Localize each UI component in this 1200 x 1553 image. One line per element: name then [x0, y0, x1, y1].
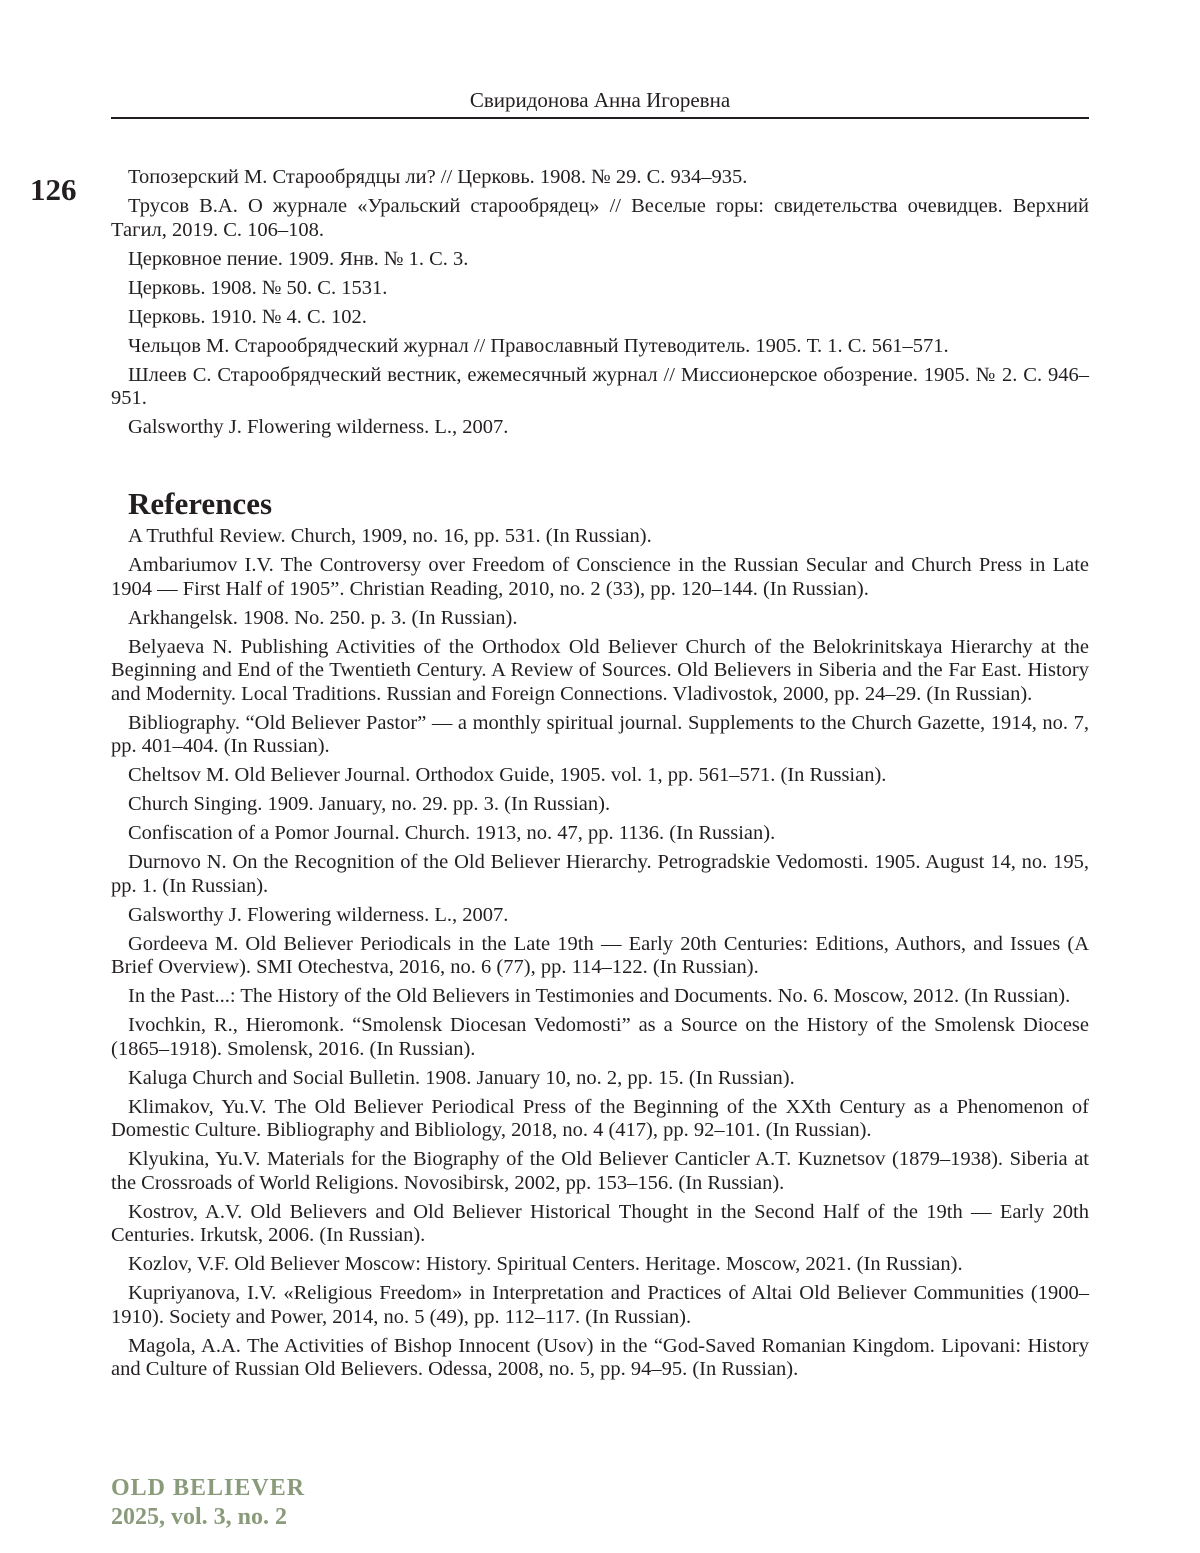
reference-entry: Церковное пение. 1909. Янв. № 1. С. 3. — [111, 248, 1089, 272]
reference-entry: Belyaeva N. Publishing Activities of the Orthodox Old Believer Church of the Belokrinitskaya Hierarchy at the Beginning and End of the Twentieth Century. A Review of Sources. Old Believers in Siberia and the Far East. History and Modernity. Local Traditions. Russian and Foreign Connections. Vladivostok, 2000, pp. 24–29. (In Russian). — [111, 636, 1089, 707]
reference-entry: Church Singing. 1909. January, no. 29. pp. 3. (In Russian). — [111, 793, 1089, 817]
reference-entry: A Truthful Review. Church, 1909, no. 16, pp. 531. (In Russian). — [111, 525, 1089, 549]
reference-entry: Kostrov, A.V. Old Believers and Old Believer Historical Thought in the Second Half of the 19th — Early 20th Centuries. Irkutsk, 2006. (In Russian). — [111, 1201, 1089, 1248]
reference-entry: Klimakov, Yu.V. The Old Believer Periodical Press of the Beginning of the XXth Century as a Phenomenon of Domestic Culture. Bibliography and Bibliology, 2018, no. 4 (417), pp. 92–101. (In Russian). — [111, 1096, 1089, 1143]
reference-entry: Чельцов М. Старообрядческий журнал // Православный Путеводитель. 1905. Т. 1. С. 561–571. — [111, 335, 1089, 359]
reference-entry: Magola, A.A. The Activities of Bishop Innocent (Usov) in the “God-Saved Romanian Kingdom. Lipovani: History and Culture of Russian Old Believers. Odessa, 2008, no. 5, pp. 94–95. (In Russian). — [111, 1335, 1089, 1382]
reference-entry: Kupriyanova, I.V. «Religious Freedom» in Interpretation and Practices of Altai Old Believer Communities (1900–1910). Society and Power, 2014, no. 5 (49), pp. 112–117. (In Russian). — [111, 1282, 1089, 1329]
reference-entry: Kaluga Church and Social Bulletin. 1908. January 10, no. 2, pp. 15. (In Russian). — [111, 1067, 1089, 1091]
reference-entry: Трусов В.А. О журнале «Уральский старообрядец» // Веселые горы: свидетельства очевидцев. Верхний Тагил, 2019. С. 106–108. — [111, 195, 1089, 242]
reference-entry: In the Past...: The History of the Old Believers in Testimonies and Documents. No. 6. Moscow, 2012. (In Russian). — [111, 985, 1089, 1009]
journal-footer — [111, 1474, 305, 1532]
reference-entry: Ambariumov I.V. The Controversy over Freedom of Conscience in the Russian Secular and Church Press in Late 1904 — First Half of 1905”. Christian Reading, 2010, no. 2 (33), pp. 120–144. (In Russian). — [111, 554, 1089, 601]
reference-entry: Kozlov, V.F. Old Believer Moscow: History. Spiritual Centers. Heritage. Moscow, 2021. (In Russian). — [111, 1253, 1089, 1277]
reference-entry: Confiscation of a Pomor Journal. Church. 1913, no. 47, pp. 1136. (In Russian). — [111, 822, 1089, 846]
reference-entry: Шлеев С. Старообрядческий вестник, ежемесячный журнал // Миссионерское обозрение. 1905. № 2. С. 946–951. — [111, 364, 1089, 411]
journal-name: OLD BELIEVER — [111, 1474, 305, 1503]
reference-entry: Cheltsov M. Old Believer Journal. Orthodox Guide, 1905. vol. 1, pp. 561–571. (In Russian). — [111, 764, 1089, 788]
references-heading: References — [128, 486, 272, 522]
reference-entry: Galsworthy J. Flowering wilderness. L., 2007. — [111, 416, 1089, 440]
reference-entry: Топозерский М. Старообрядцы ли? // Церковь. 1908. № 29. С. 934–935. — [111, 166, 1089, 190]
reference-entry: Gordeeva M. Old Believer Periodicals in the Late 19th — Early 20th Centuries: Editions, Authors, and Issues (A Brief Overview). SMI Otechestva, 2016, no. 6 (77), pp. 114–122. (In Russian). — [111, 933, 1089, 980]
running-header: Свиридонова Анна Игоревна — [111, 86, 1089, 114]
reference-entry: Церковь. 1910. № 4. С. 102. — [111, 306, 1089, 330]
references-list — [111, 525, 1089, 1387]
reference-entry: Arkhangelsk. 1908. No. 250. p. 3. (In Russian). — [111, 607, 1089, 631]
reference-entry: Galsworthy J. Flowering wilderness. L., 2007. — [111, 904, 1089, 928]
reference-entry: Bibliography. “Old Believer Pastor” — a monthly spiritual journal. Supplements to the Church Gazette, 1914, no. 7, pp. 401–404. (In Russian). — [111, 712, 1089, 759]
reference-entry: Ivochkin, R., Hieromonk. “Smolensk Diocesan Vedomosti” as a Source on the History of the Smolensk Diocese (1865–1918). Smolensk, 2016. (In Russian). — [111, 1014, 1089, 1061]
bibliography-ru — [111, 166, 1089, 445]
header-rule — [111, 117, 1089, 119]
page-number: 126 — [30, 172, 77, 208]
reference-entry: Церковь. 1908. № 50. С. 1531. — [111, 277, 1089, 301]
reference-entry: Klyukina, Yu.V. Materials for the Biography of the Old Believer Canticler A.T. Kuznetsov (1879–1938). Siberia at the Crossroads of World Religions. Novosibirsk, 2002, pp. 153–156. (In Russian). — [111, 1148, 1089, 1195]
journal-issue: 2025, vol. 3, no. 2 — [111, 1503, 305, 1532]
reference-entry: Durnovo N. On the Recognition of the Old Believer Hierarchy. Petrogradskie Vedomosti. 1905. August 14, no. 195, pp. 1. (In Russian). — [111, 851, 1089, 898]
